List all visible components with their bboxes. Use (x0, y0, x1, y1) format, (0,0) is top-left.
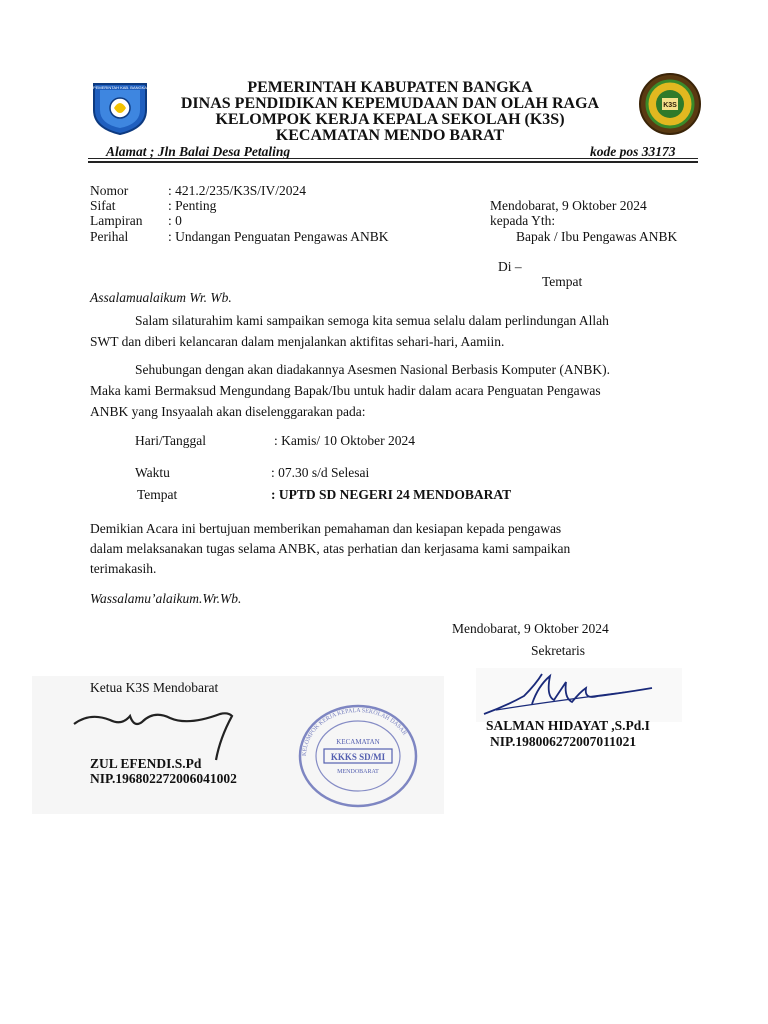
header-line-4: KECAMATAN MENDO BARAT (275, 127, 505, 144)
stamp-ring-text: KELOMPOK KERJA KEPALA SEKOLAH DASAR (301, 707, 408, 757)
recipient-di: Di – (498, 259, 522, 274)
header-rule-thin (88, 158, 698, 159)
chairman-name: ZUL EFENDI.S.Pd (90, 756, 202, 771)
header-rule-thick (88, 161, 698, 163)
paragraph-2-line-1: Sehubungan dengan akan diadakannya Asesmen Nasional Berbasis Komputer (ANBK). (135, 362, 611, 377)
event-time-value: : 07.30 s/d Selesai (271, 465, 370, 480)
postal-code: kode pos 33173 (590, 144, 676, 159)
stamp-mid-text: KKKS SD/MI (330, 752, 386, 762)
header-line-1: PEMERINTAH KABUPATEN BANGKA (247, 79, 533, 96)
k3s-logo (638, 72, 702, 136)
secretary-signature (476, 666, 666, 726)
stamp-top-text: KECAMATAN (336, 738, 380, 746)
chairman-nip: NIP.196802272006041002 (90, 771, 237, 786)
chairman-title: Ketua K3S Mendobarat (90, 680, 219, 695)
event-day-label: Hari/Tanggal (135, 433, 207, 448)
signature-date: Mendobarat, 9 Oktober 2024 (452, 621, 609, 636)
right-logo-text: K3S (663, 102, 677, 109)
paragraph-1-line-1: Salam silaturahim kami sampaikan semoga kita semua selalu dalam perlindungan Allah (135, 313, 609, 328)
secretary-name: SALMAN HIDAYAT ,S.Pd.I (486, 718, 650, 733)
perihal-value: : Undangan Penguatan Pengawas ANBK (168, 229, 389, 244)
nomor-label: Nomor (90, 183, 129, 198)
lampiran-label: Lampiran (90, 213, 143, 228)
event-place-value: : UPTD SD NEGERI 24 MENDOBARAT (271, 487, 512, 502)
kepada-yth: kepada Yth: (490, 213, 556, 228)
sifat-value: : Penting (168, 198, 217, 213)
secretary-nip: NIP.198006272007011021 (490, 734, 637, 749)
header-line-2: DINAS PENDIDIKAN KEPEMUDAAN DAN OLAH RAGA (180, 95, 600, 112)
recipient-place: Tempat (542, 274, 583, 289)
paragraph-2-line-3: ANBK yang Insyaalah akan diselenggarakan pada: (90, 404, 366, 419)
paragraph-2-line-2: Maka kami Bermaksud Mengundang Bapak/Ibu untuk hadir dalam acara Penguatan Pengawas (90, 383, 601, 398)
paragraph-3-line-1: Demikian Acara ini bertujuan memberikan pemahaman dan kesiapan kepada pengawas (90, 521, 562, 536)
paragraph-3-line-3: terimakasih. (90, 561, 157, 576)
event-place-label: Tempat (137, 487, 178, 502)
event-time-label: Waktu (135, 465, 170, 480)
nomor-value: : 421.2/235/K3S/IV/2024 (168, 183, 307, 198)
stamp-bottom-text: MENDOBARAT (337, 769, 379, 775)
lampiran-value: : 0 (168, 213, 182, 228)
event-day-value: : Kamis/ 10 Oktober 2024 (274, 433, 415, 448)
left-logo-text: PEMERINTAH KAB. BANGKA (93, 85, 147, 90)
letter-date: Mendobarat, 9 Oktober 2024 (490, 198, 647, 213)
paragraph-1-line-2: SWT dan diberi kelancaran dalam menjalankan aktifitas sehari-hari, Aamiin. (90, 334, 505, 349)
header-line-3: KELOMPOK KERJA KEPALA SEKOLAH (K3S) (215, 111, 565, 128)
address: Alamat ; Jln Balai Desa Petaling (106, 144, 291, 159)
official-stamp (296, 702, 420, 810)
perihal-label: Perihal (90, 229, 129, 244)
bangka-regency-logo (90, 80, 150, 136)
closing-greeting: Wassalamu’alaikum.Wr.Wb. (90, 591, 242, 606)
sifat-label: Sifat (90, 198, 116, 213)
chairman-signature (70, 698, 240, 764)
greeting: Assalamualaikum Wr. Wb. (90, 290, 232, 305)
secretary-title: Sekretaris (531, 643, 585, 658)
paragraph-3-line-2: dalam melaksanakan tugas selama ANBK, atas perhatian dan kerjasama kami sampaikan (90, 541, 571, 556)
recipient-name: Bapak / Ibu Pengawas ANBK (516, 229, 678, 244)
